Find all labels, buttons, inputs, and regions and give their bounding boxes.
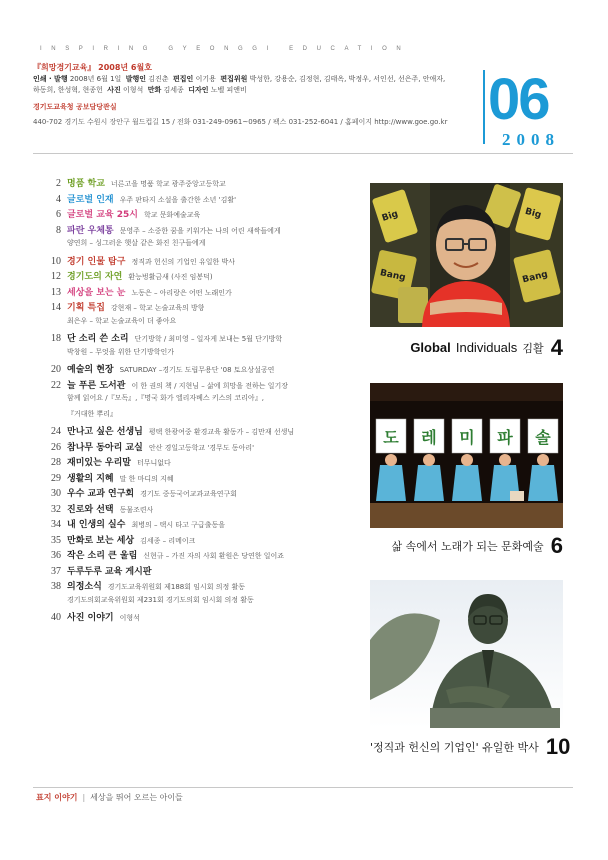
toc-page-number: 32 [51, 503, 61, 515]
toc-section-title: 생활의 지혜 [67, 473, 114, 484]
caption-page-number: 4 [550, 335, 563, 360]
toc-page-number: 37 [51, 565, 61, 577]
toc-section-title: 세상을 보는 눈 [67, 287, 126, 298]
toc-entry[interactable] [40, 564, 365, 580]
tagline: INSPIRING GYEONGGI EDUCATION [40, 46, 411, 52]
boy-photo-illustration [370, 183, 563, 327]
toc-description: 안산 경일고등학교 '경무도 동아리' [148, 443, 255, 452]
bottom-divider [33, 787, 573, 788]
toc-section-title: 명품 학교 [67, 179, 105, 189]
toc-description: 학교 문화예술교육 [143, 211, 201, 219]
toc-description: 노동은 – 아리랑은 어떤 노래인가 [131, 288, 232, 297]
caption-culture-arts: 삶 속에서 노래가 되는 문화예술 [391, 540, 544, 553]
top-divider [33, 153, 573, 154]
toc-section-title: 기획 특집 [67, 303, 105, 313]
toc-page-number: 22 [51, 379, 61, 391]
toc-page-number: 14 [51, 302, 61, 313]
sign-letter: 레 [421, 428, 437, 447]
toc-description: 정직과 헌신의 기업인 유일한 박사 [131, 257, 236, 266]
issue-month: 06 [488, 67, 549, 132]
toc-entry[interactable] [40, 409, 365, 425]
toc-entry[interactable] [40, 579, 365, 595]
toc-entry[interactable] [40, 316, 365, 332]
toc-section-title: 진로와 선택 [67, 504, 114, 515]
statue-photo-illustration [370, 580, 563, 728]
masthead-line-1: 인쇄 · 발행 2008년 6월 1일 발행인 김진춘 편집인 이기용 편집위원 박성한, 강용순, 김정현, 김태옥, 박정우, 서인선, 선은주, 안애자, [33, 75, 446, 83]
publisher-address: 440-702 경기도 수원시 장안구 월드컵길 15 / 전화 031-249-0961~0965 / 팩스 031-252-6041 / 홈페이지 http://www.goe.go.kr [33, 118, 448, 126]
svg-text:Big: Big [523, 206, 543, 221]
svg-text:Bang: Bang [379, 268, 407, 284]
masthead-line-2: 하동희, 한성혁, 현종헌 사진 이형석 만화 김세종 디자인 노벨 피앤비 [33, 86, 247, 94]
svg-text:Bang: Bang [521, 269, 549, 286]
toc-page-number: 35 [51, 534, 61, 546]
toc-description: 문영주 – 소중한 꿈을 키워가는 나의 어린 새싹들에게 [119, 226, 281, 235]
toc-entry[interactable] [40, 533, 365, 549]
toc-page-number: 38 [51, 581, 61, 592]
toc-page-number: 13 [51, 286, 61, 298]
feature-photo-global-individuals[interactable] [370, 183, 563, 327]
toc-entry[interactable] [40, 254, 365, 270]
toc-description: 강현재 – 학교 논술교육의 방향 [110, 304, 205, 312]
caption-page-number: 10 [545, 734, 571, 759]
toc-page-number: 28 [51, 457, 61, 468]
toc-entry[interactable] [40, 548, 365, 564]
toc-description: 이형석 [119, 614, 140, 622]
sign-letter: 파 [497, 428, 513, 447]
svg-text:Big: Big [380, 209, 400, 224]
feature-photo-culture-arts[interactable] [370, 383, 563, 528]
toc-section-title: 만나고 싶은 선생님 [67, 427, 143, 437]
feature-photo-statue[interactable] [370, 580, 563, 728]
toc-section-title: 늘 푸른 도서관 [67, 380, 126, 391]
toc-description: 이 한 권의 책 / 지현님 – 삶에 희망을 전하는 일기장 [131, 381, 289, 390]
toc-section-title: 두루두루 교육 게시판 [67, 566, 152, 577]
toc-page-number: 29 [51, 472, 61, 484]
toc-page-number: 12 [51, 271, 61, 282]
toc-section-title: 만화로 보는 세상 [67, 535, 135, 546]
toc-description: 최병의 – 택시 타고 구급출동을 [131, 521, 225, 529]
caption-name: 김활 [522, 342, 544, 355]
issue-number [488, 67, 572, 150]
feature-caption-statue[interactable] [370, 734, 571, 760]
toc-section-title: 예술의 현장 [67, 365, 114, 375]
publisher-org: 경기도교육청 공보담당관실 [33, 103, 117, 111]
toc-page-number: 10 [51, 255, 61, 267]
toc-description: 우주 판타지 소설을 출간한 소년 '김활' [119, 195, 237, 204]
stage-photo-illustration [370, 383, 563, 528]
cover-story-value: 세상을 뛰어 오르는 아이들 [90, 793, 183, 802]
toc-description: 터무니없다 [137, 459, 171, 467]
toc-page-number: 24 [51, 426, 61, 437]
toc-page-number: 20 [51, 364, 61, 375]
toc-entry[interactable] [40, 502, 365, 518]
toc-entry[interactable] [40, 331, 365, 347]
toc-page-number: 4 [56, 193, 61, 205]
toc-description: 경기도교육위원회 제188회 임시회 의정 활동 [107, 583, 245, 591]
toc-section-title: 재미있는 우리말 [67, 458, 131, 468]
toc-page-number: 40 [51, 612, 61, 623]
toc-description: 『거대한 뿌리』 [67, 409, 118, 418]
toc-page-number: 18 [51, 333, 61, 344]
sign-letter: 솔 [535, 428, 551, 447]
sign-letter: 미 [459, 428, 475, 447]
toc-description: 단기방학 / 최미영 – 일자게 보내는 5월 단기방학 [134, 335, 283, 343]
toc-entry[interactable] [40, 269, 365, 285]
table-of-contents [40, 176, 365, 626]
toc-entry[interactable] [40, 192, 365, 208]
toc-entry[interactable] [40, 362, 365, 378]
toc-entry[interactable] [40, 486, 365, 502]
toc-entry[interactable] [40, 378, 365, 394]
toc-section-title: 파란 우체통 [67, 225, 114, 236]
toc-entry[interactable] [40, 238, 365, 254]
toc-description: 신현규 – 가진 자의 사회 환원은 당연한 일이죠 [143, 552, 285, 560]
feature-caption-global-individuals[interactable] [370, 335, 563, 361]
toc-description: 양연희 – 싱그러운 햇살 같은 화진 친구들에게 [67, 239, 206, 247]
toc-entry[interactable] [40, 347, 365, 363]
toc-page-number: 34 [51, 519, 61, 530]
cover-story-label: 표지 이야기 [36, 793, 78, 802]
caption-page-number: 6 [550, 533, 563, 558]
issue-divider [483, 70, 485, 144]
toc-section-title: 글로벌 교육 25시 [67, 210, 138, 220]
toc-description: 너른고을 명품 학교 광주중앙고등학교 [110, 180, 226, 188]
toc-description: 최은우 – 학교 논술교육이 더 좋아요 [67, 316, 177, 325]
toc-entry[interactable] [40, 517, 365, 533]
caption-global: Global [410, 340, 451, 355]
toc-section-title: 사진 이야기 [67, 613, 114, 623]
toc-entry[interactable] [40, 176, 365, 192]
toc-page-number: 6 [56, 209, 61, 220]
toc-description: 김세종 – 리메이크 [140, 536, 196, 545]
toc-description: 박창원 – 무엇을 위한 단기방학인가 [67, 347, 175, 356]
toc-section-title: 작은 소리 큰 울림 [67, 551, 138, 561]
toc-section-title: 글로벌 인재 [67, 194, 114, 205]
toc-entry[interactable] [40, 393, 365, 409]
toc-description: 평택 한광여중 환경교육 활동가 – 김만재 선생님 [148, 428, 295, 436]
toc-page-number: 26 [51, 441, 61, 453]
toc-section-title: 경기도의 자연 [67, 272, 123, 282]
toc-entry[interactable] [40, 610, 365, 626]
toc-section-title: 단 소리 쓴 소리 [67, 334, 129, 344]
toc-entry[interactable] [40, 300, 365, 316]
toc-entry[interactable] [40, 471, 365, 487]
toc-section-title: 의정소식 [67, 582, 102, 592]
feature-caption-culture-arts[interactable] [370, 533, 563, 559]
toc-description: 경기도의회교육위원회 제231회 경기도의회 임시회 의정 활동 [67, 595, 254, 604]
sign-letter: 도 [383, 428, 399, 447]
toc-page-number: 36 [51, 550, 61, 561]
issue-year: 2008 [502, 130, 560, 149]
cover-story-separator: | [82, 793, 86, 802]
cover-story [36, 792, 183, 803]
toc-description: 동물조련사 [119, 505, 154, 514]
toc-entry[interactable] [40, 424, 365, 440]
toc-entry[interactable] [40, 455, 365, 471]
toc-description: 함께 읽어요 /『모독』,『명국 화가 엘리자베스 키스의 코리아』, [67, 394, 264, 402]
toc-entry[interactable] [40, 440, 365, 456]
toc-section-title: 경기 인물 탐구 [67, 256, 126, 267]
caption-individuals: Individuals [455, 340, 518, 355]
toc-section-title: 참나무 동아리 교실 [67, 442, 143, 453]
toc-section-title: 내 인생의 실수 [67, 520, 126, 530]
issue-label: 『희망경기교육』 2008년 6월호 [33, 63, 152, 72]
toc-entry[interactable] [40, 285, 365, 301]
caption-statue: '정직과 헌신의 기업인' 유일한 박사 [370, 741, 539, 754]
toc-description: 경기도 중등국어교과교육연구회 [140, 490, 238, 498]
toc-description: SATURDAY –경기도 도립무용단 '08 토요상설공연 [119, 366, 275, 374]
toc-section-title: 우수 교과 연구회 [67, 489, 135, 499]
toc-entry[interactable] [40, 223, 365, 239]
toc-page-number: 2 [56, 178, 61, 189]
toc-description: 환능벙활금새 (사진 임봉덕) [128, 273, 213, 281]
toc-entry[interactable] [40, 207, 365, 223]
toc-entry[interactable] [40, 595, 365, 611]
toc-page-number: 30 [51, 488, 61, 499]
masthead [33, 62, 473, 128]
toc-description: 말 한 마디의 지혜 [119, 474, 174, 483]
toc-page-number: 8 [56, 224, 61, 236]
